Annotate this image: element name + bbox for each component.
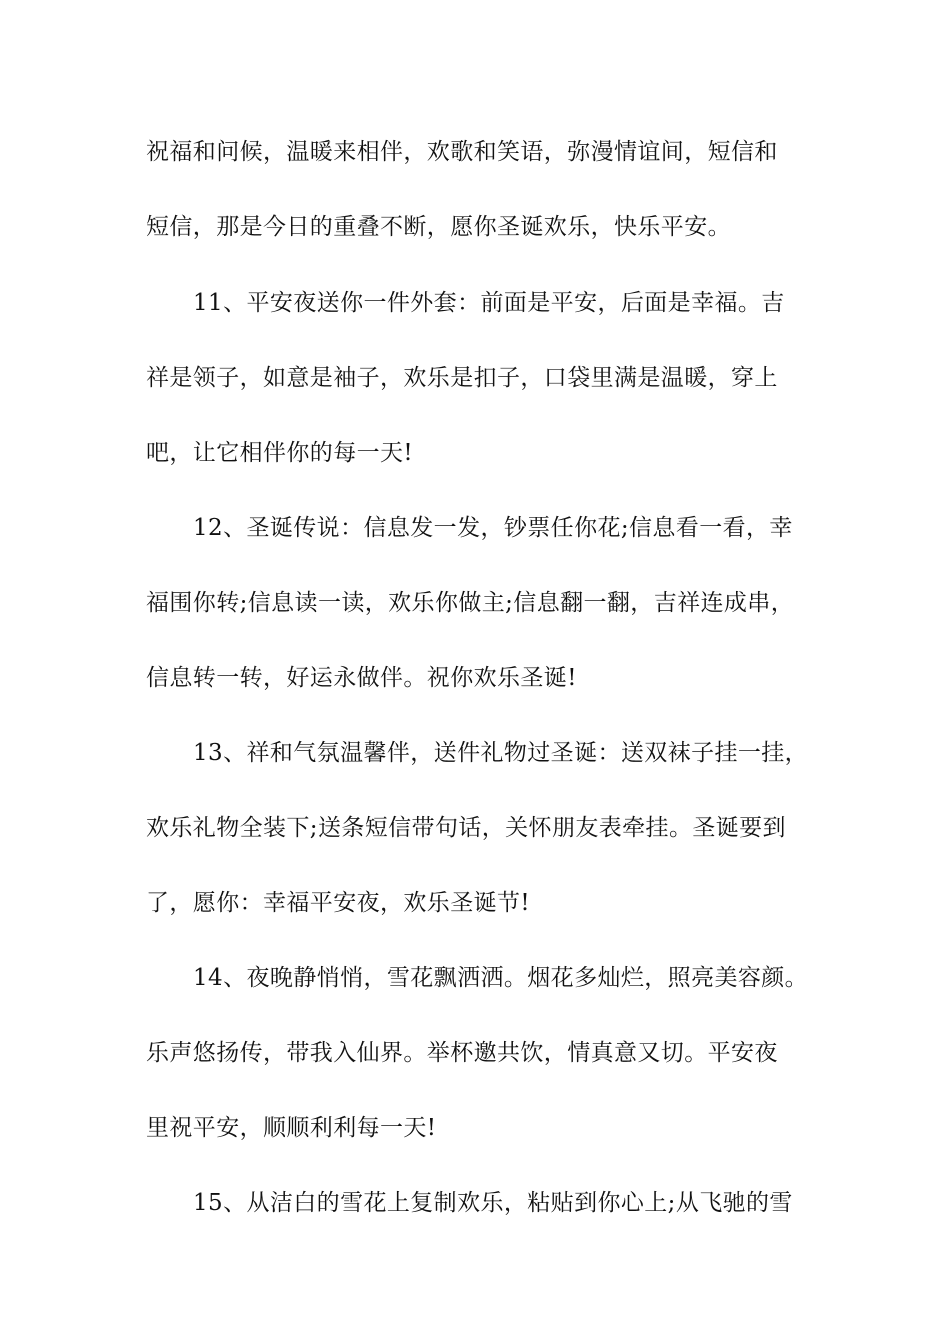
text-line: 信息转一转，好运永做伴。祝你欢乐圣诞! (146, 665, 577, 691)
paragraph-13-start: 13、祥和气氛温馨伴，送件礼物过圣诞：送双袜子挂一挂， (193, 740, 809, 766)
text-line: 福围你转;信息读一读，欢乐你做主;信息翻一翻，吉祥连成串， (146, 590, 795, 616)
text-line: 欢乐礼物全装下;送条短信带句话，关怀朋友表牵挂。圣诞要到 (146, 815, 786, 841)
text-line: 里祝平安，顺顺利利每一天! (146, 1115, 437, 1141)
text-line: 了，愿你：幸福平安夜，欢乐圣诞节! (146, 890, 531, 916)
text-line: 吧，让它相伴你的每一天! (146, 440, 414, 466)
text-line: 短信，那是今日的重叠不断，愿你圣诞欢乐，快乐平安。 (146, 214, 731, 240)
text-line: 乐声悠扬传，带我入仙界。举杯邀共饮，情真意又切。平安夜 (146, 1040, 778, 1066)
text-line: 祥是领子，如意是袖子，欢乐是扣子，口袋里满是温暖，穿上 (146, 365, 778, 391)
text-line: 祝福和问候，温暖来相伴，欢歌和笑语，弥漫情谊间，短信和 (146, 139, 778, 165)
paragraph-12-start: 12、圣诞传说：信息发一发，钞票任你花;信息看一看，幸 (193, 515, 793, 541)
paragraph-15-start: 15、从洁白的雪花上复制欢乐，粘贴到你心上;从飞驰的雪 (193, 1190, 793, 1216)
paragraph-11-start: 11、平安夜送你一件外套：前面是平安，后面是幸福。吉 (193, 290, 785, 316)
paragraph-14-start: 14、夜晚静悄悄，雪花飘洒洒。烟花多灿烂，照亮美容颜。 (193, 965, 809, 991)
